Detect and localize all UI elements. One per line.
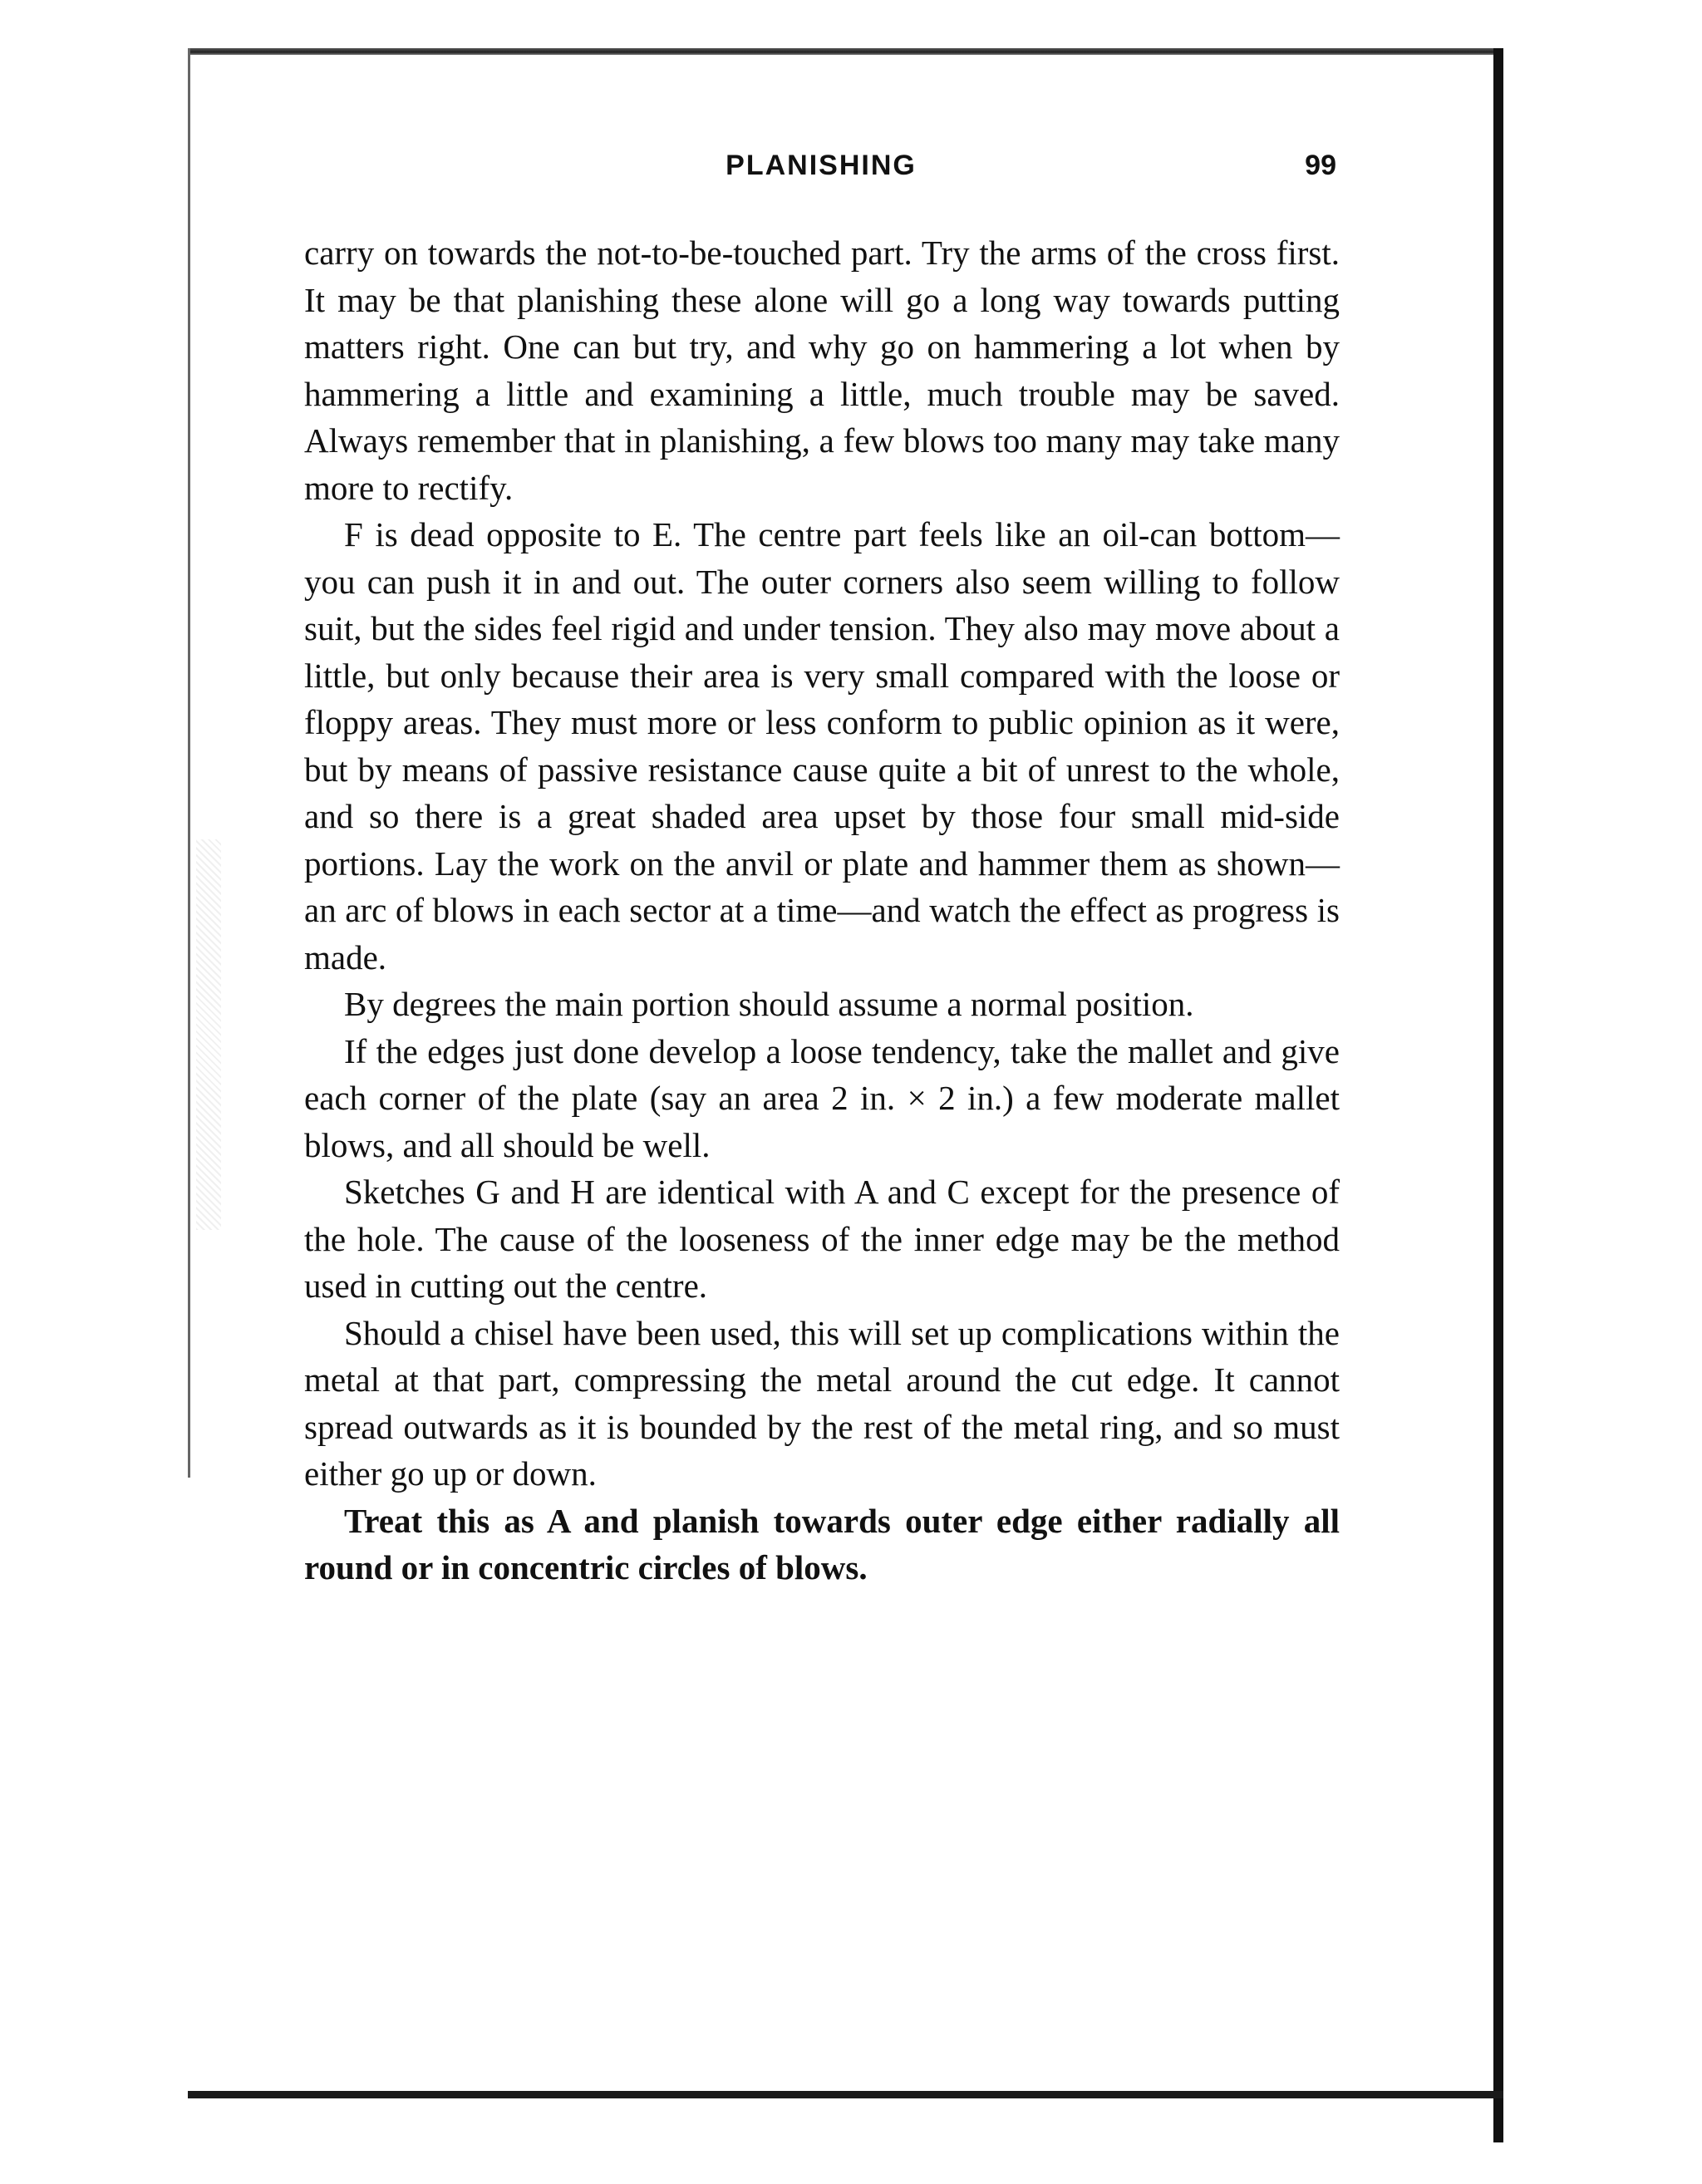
paragraph: F is dead opposite to E. The centre part feels like an oil-can bottom—you can push it in and out. The outer corners also seem willing to follow suit, but the sides feel rigid and under tension. They also may move about a little, but only because their area is very small compared with the loose or floppy areas. They must more or less conform to public opinion as it were, but by means of passive resistance cause quite a bit of unrest to the whole, and so there is a great shaded area upset by those four small mid-side portions. Lay the work on the anvil or plate and hammer them as shown—an arc of blows in each sector at a time—and watch the effect as progress is made.	[304, 515, 1340, 976]
paragraph: Should a chisel have been used, this will set up complications within the metal at that part, compressing the metal around the cut edge. It cannot spread outwards as it is bounded by the rest of the metal ring, and so must either go up or down.	[304, 1313, 1340, 1493]
page-header	[306, 150, 1336, 199]
page-frame-top-border	[188, 48, 1501, 55]
running-head: PLANISHING	[726, 150, 917, 181]
page-frame-left-border	[188, 48, 190, 1478]
scan-speckle	[196, 839, 221, 1230]
paragraph: Treat this as A and planish towards outer edge either radially all round or in concentric circles of blows.	[304, 1501, 1340, 1586]
page-frame-bottom-border	[188, 2091, 1503, 2098]
page-frame-right-border	[1493, 48, 1503, 2142]
paragraph: Sketches G and H are identical with A and C except for the presence of the hole. The cause of the looseness of the inner edge may be the method used in cutting out the centre.	[304, 1173, 1340, 1305]
paragraph: By degrees the main portion should assume a normal position.	[344, 985, 1194, 1023]
page-number: 99	[1305, 150, 1336, 181]
paragraph: carry on towards the not-to-be-touched part. Try the arms of the cross first. It may be that planishing these alone will go a long way towards putting matters right. One can but try, and why go on hammering a lot when by hammering a little and examining a little, much trouble may be saved. Always remember that in planishing, a few blows too many may take many more to rectify.	[304, 234, 1340, 507]
paragraph: If the edges just done develop a loose tendency, take the mallet and give each corner of the plate (say an area 2 in. × 2 in.) a few moderate mallet blows, and all should be well.	[304, 1031, 1340, 1164]
body-text	[304, 229, 1340, 1591]
